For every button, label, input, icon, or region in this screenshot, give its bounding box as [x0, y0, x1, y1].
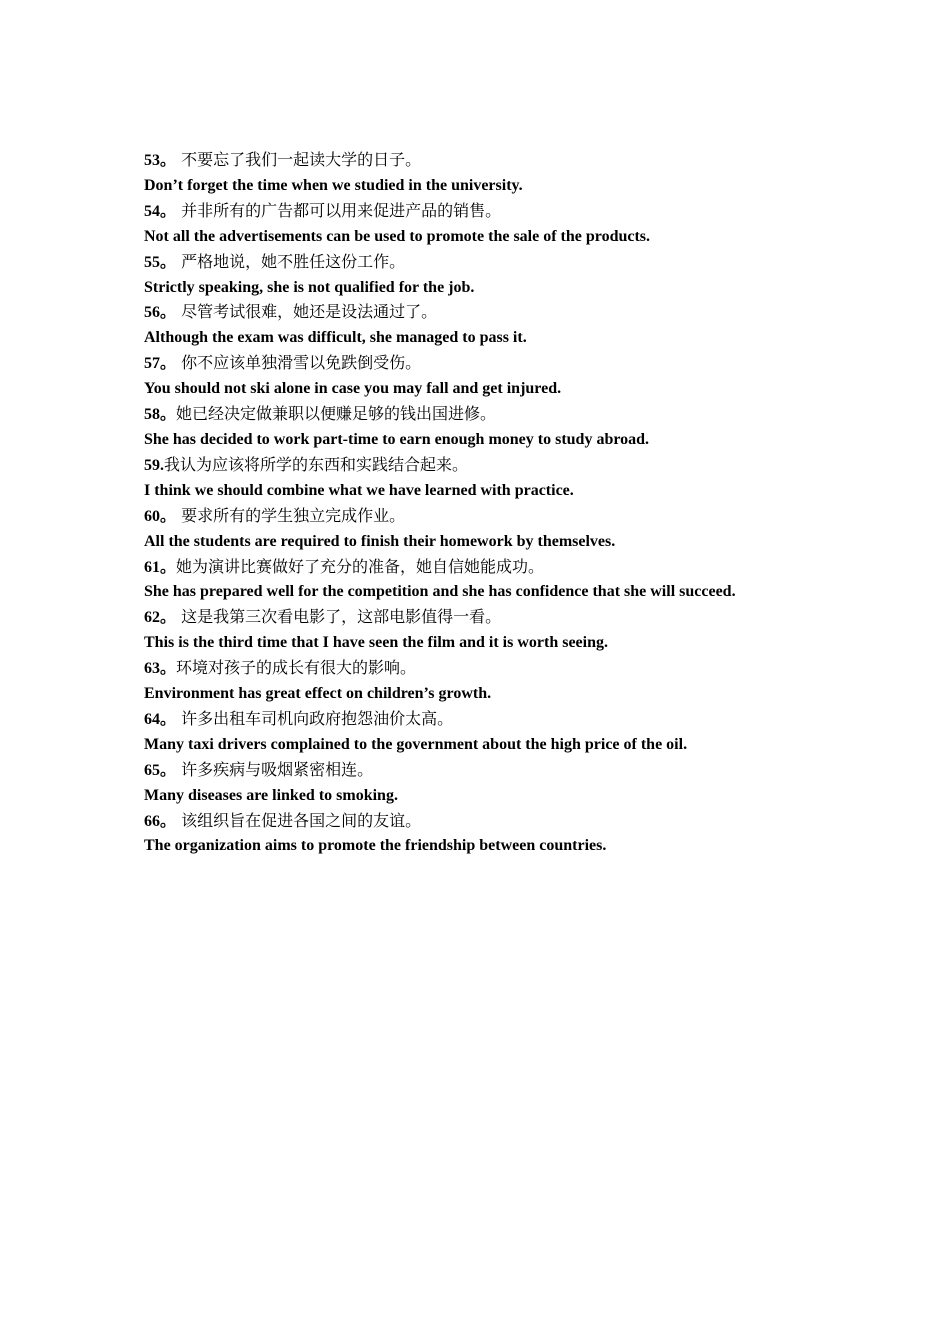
chinese-sentence: [144, 148, 864, 174]
item-number: 54。: [144, 202, 177, 220]
item-number: 63。: [144, 660, 177, 678]
list-item: [144, 300, 864, 351]
chinese-text: 并非所有的广告都可以用来促进产品的销售。: [181, 200, 502, 220]
chinese-sentence: [144, 809, 864, 835]
chinese-sentence: [144, 199, 864, 225]
item-number: 66。: [144, 812, 177, 830]
chinese-text: 你不应该单独滑雪以免跌倒受伤。: [181, 353, 422, 373]
english-translation: Many taxi drivers complained to the government about the high price of the oil.: [144, 735, 688, 753]
english-translation: Strictly speaking, she is not qualified for the job.: [144, 278, 475, 296]
chinese-text: 她为演讲比赛做好了充分的准备，她自信她能成功。: [176, 556, 545, 576]
chinese-text: 这是我第三次看电影了，这部电影值得一看。: [181, 607, 502, 627]
item-number: 57。: [144, 355, 177, 373]
list-item: [144, 453, 864, 504]
english-translation: This is the third time that I have seen the film and it is worth seeing.: [144, 634, 608, 652]
list-item: [144, 504, 864, 555]
item-number: 53。: [144, 152, 177, 169]
english-translation: Although the exam was difficult, she managed to pass it.: [144, 329, 527, 347]
list-item: [144, 707, 864, 758]
english-translation: You should not ski alone in case you may fall and get injured.: [144, 380, 562, 398]
chinese-text: 环境对孩子的成长有很大的影响。: [176, 658, 417, 678]
chinese-text: 要求所有的学生独立完成作业。: [181, 505, 406, 525]
chinese-text: 严格地说，她不胜任这份工作。: [181, 251, 406, 271]
list-item: [144, 605, 864, 656]
chinese-sentence: [144, 656, 864, 682]
list-item: [144, 250, 864, 301]
item-number: 62。: [144, 609, 177, 627]
chinese-sentence: [144, 758, 864, 784]
english-translation: Environment has great effect on children’s growth.: [144, 685, 492, 703]
item-number: 55。: [144, 253, 177, 271]
item-number: 61。: [144, 558, 177, 576]
chinese-text: 我认为应该将所学的东西和实践结合起来。: [164, 454, 469, 474]
english-translation: Many diseases are linked to smoking.: [144, 786, 398, 804]
english-translation: Don’t forget the time when we studied in the university.: [144, 176, 523, 194]
list-item: [144, 656, 864, 707]
item-number: 64。: [144, 710, 177, 728]
chinese-sentence: [144, 250, 864, 276]
chinese-sentence: [144, 453, 864, 479]
list-item: [144, 351, 864, 402]
list-item: [144, 758, 864, 809]
english-translation: The organization aims to promote the friendship between countries.: [144, 837, 607, 855]
list-item: [144, 809, 864, 860]
chinese-text: 不要忘了我们一起读大学的日子。: [181, 150, 422, 169]
item-number: 65。: [144, 761, 177, 779]
item-number: 58。: [144, 406, 177, 424]
chinese-sentence: [144, 402, 864, 428]
chinese-sentence: [144, 605, 864, 631]
list-item: [144, 148, 864, 199]
chinese-sentence: [144, 504, 864, 530]
english-translation: Not all the advertisements can be used to promote the sale of the products.: [144, 227, 651, 245]
chinese-sentence: [144, 555, 864, 581]
chinese-text: 尽管考试很难，她还是设法通过了。: [181, 302, 438, 322]
chinese-text: 该组织旨在促进各国之间的友谊。: [181, 810, 422, 830]
chinese-sentence: [144, 300, 864, 326]
chinese-sentence: [144, 351, 864, 377]
english-translation: All the students are required to finish their homework by themselves.: [144, 532, 616, 550]
item-number: 60。: [144, 507, 177, 525]
list-item: [144, 555, 864, 606]
chinese-text: 许多出租车司机向政府抱怨油价太高。: [181, 708, 454, 728]
english-translation: She has decided to work part-time to earn enough money to study abroad.: [144, 430, 650, 448]
item-number: 59.: [144, 456, 164, 474]
list-item: [144, 199, 864, 250]
english-translation: I think we should combine what we have learned with practice.: [144, 481, 574, 499]
chinese-sentence: [144, 707, 864, 733]
english-translation: She has prepared well for the competition and she has confidence that she will succeed.: [144, 583, 736, 601]
list-item: [144, 402, 864, 453]
item-number: 56。: [144, 304, 177, 322]
translation-list: [144, 148, 864, 859]
chinese-text: 她已经决定做兼职以便赚足够的钱出国进修。: [176, 404, 497, 424]
chinese-text: 许多疾病与吸烟紧密相连。: [181, 759, 374, 779]
